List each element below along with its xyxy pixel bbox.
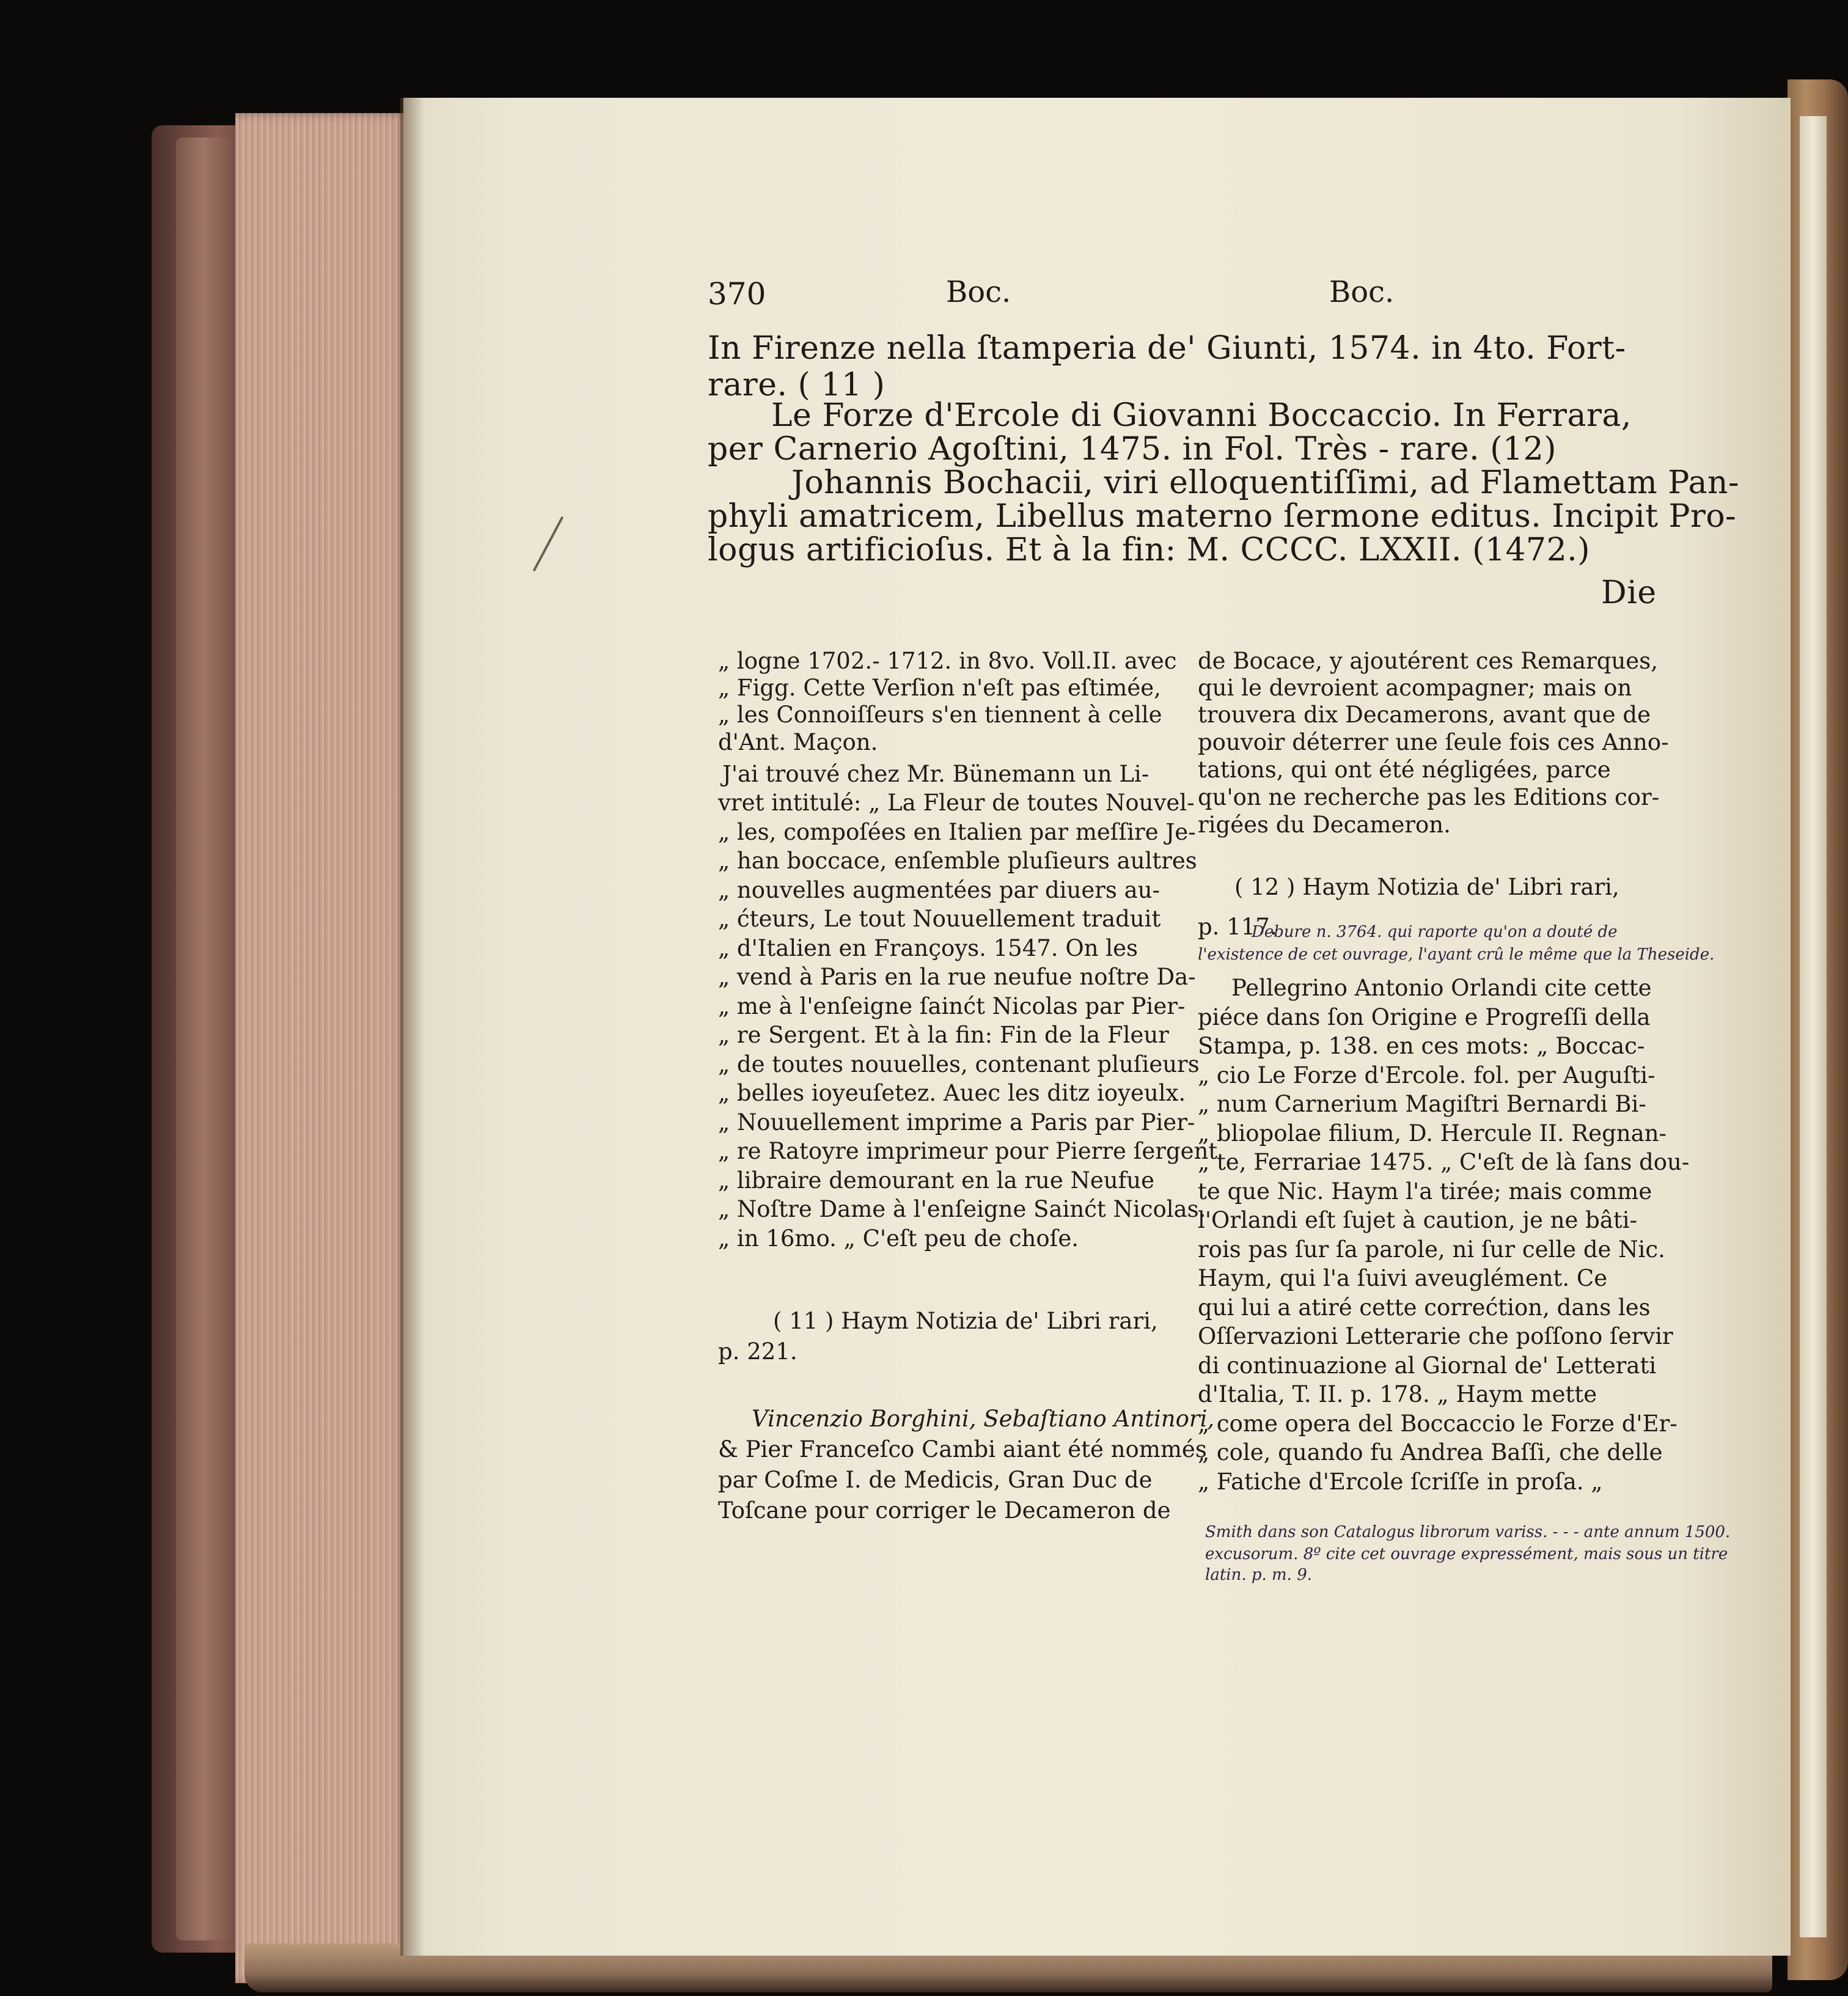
right-column-line: Pellegrino Antonio Orlandi cite cette — [1231, 975, 1652, 1001]
right-column-line: piéce dans ſon Origine e Progreſſi della — [1198, 1004, 1651, 1030]
top-text-line: Le Forze d'Ercole di Giovanni Boccaccio. In Ferrara, — [771, 397, 1632, 434]
right-column-line: „ cole, quando fu Andrea Baſſi, che delle — [1198, 1439, 1663, 1466]
right-column-line: di continuazione al Giornal de' Letterati — [1198, 1352, 1657, 1379]
left-column-line: „ libraire demourant en la rue Neufue — [718, 1167, 1155, 1194]
right-column-line: rois pas ſur ſa parole, ni ſur celle de Nic. — [1198, 1236, 1665, 1263]
footnote-11-page: p. 221. — [718, 1338, 798, 1365]
gutter-shadow — [400, 98, 425, 1956]
right-column-line: „ num Carnerium Magiſtri Bernardi Bi- — [1198, 1091, 1646, 1117]
page-number: 370 — [708, 276, 766, 312]
left-column-line: Toſcane pour corriger le Decameron de — [718, 1497, 1171, 1524]
right-column-line: Haym, qui l'a ſuivi aveuglément. Ce — [1198, 1265, 1608, 1291]
top-text-line: per Carnerio Agoſtini, 1475. in Fol. Très - rare. (12) — [708, 431, 1557, 468]
footnote-12: ( 12 ) Haym Notizia de' Libri rari, — [1234, 874, 1619, 900]
right-column-line: tations, qui ont été négligées, parce — [1198, 757, 1611, 783]
left-column-line: „ de toutes nouuelles, contenant pluſieurs — [718, 1051, 1200, 1077]
right-column-line: de Bocace, y ajoutérent ces Remarques, — [1198, 648, 1658, 674]
book-right-edge — [1788, 79, 1848, 1980]
right-column-line: pouvoir déterrer une ſeule fois ces Anno- — [1198, 729, 1669, 755]
left-column-line: „ re Ratoyre imprimeur pour Pierre ſergent — [718, 1138, 1218, 1164]
left-column-line: „ in 16mo. „ C'eſt peu de choſe. — [718, 1225, 1079, 1252]
right-column-line: „ bliopolae filium, D. Hercule II. Regnan- — [1198, 1120, 1667, 1147]
running-head-right: Boc. — [1329, 275, 1395, 309]
left-column-line: „ Noſtre Dame à l'enſeigne Sainćt Nicolas. — [718, 1196, 1206, 1222]
left-column-line: „ les Connoiſſeurs s'en tiennent à celle — [718, 702, 1162, 728]
right-column-line: Stampa, p. 138. en ces mots: „ Boccac- — [1198, 1033, 1645, 1059]
right-column-line: „ Fatiche d'Ercole ſcriſſe in proſa. „ — [1198, 1469, 1603, 1495]
right-column-line: l'Orlandi eſt ſujet à caution, je ne bâti- — [1198, 1207, 1638, 1233]
right-column-line: „ cio Le Forze d'Ercole. fol. per Auguſti- — [1198, 1062, 1656, 1088]
left-column-line: „ ćteurs, Le tout Nouuellement traduit — [718, 906, 1161, 932]
footnote-11: ( 11 ) Haym Notizia de' Libri rari, — [773, 1308, 1158, 1334]
right-column-line: qu'on ne recherche pas les Editions cor- — [1198, 784, 1660, 810]
facing-page-edge — [1800, 116, 1827, 1937]
left-column-line: „ vend à Paris en la rue neufue noſtre Da- — [718, 964, 1196, 990]
left-column-line: „ han boccace, enſemble pluſieurs aultres — [718, 848, 1197, 874]
top-text-line: In Firenze nella ſtamperia de' Giunti, 1574. in 4to. Fort- — [708, 330, 1626, 367]
left-column-line: „ Nouuellement imprime a Paris par Pier- — [718, 1109, 1195, 1136]
left-column-line: „ Figg. Cette Verſion n'eſt pas eſtimée, — [718, 675, 1161, 701]
catchword: Die — [1601, 574, 1657, 611]
left-column-line: „ belles ioyeuſetez. Auec les ditz ioyeulx. — [718, 1080, 1186, 1106]
left-column-line: „ nouvelles augmentées par diuers au- — [718, 877, 1160, 903]
left-column-line: „ me à l'enſeigne ſainćt Nicolas par Pier- — [718, 993, 1186, 1019]
left-column-line: Vincenzio Borghini, Sebaſtiano Antinori, — [752, 1406, 1215, 1432]
right-column-line: qui le devroient acompagner; mais on — [1198, 675, 1632, 701]
handwritten-note: latin. p. m. 9. — [1205, 1566, 1313, 1584]
left-column-line: par Coſme I. de Medicis, Gran Duc de — [718, 1467, 1153, 1493]
left-column-line: J'ai trouvé chez Mr. Bünemann un Li- — [722, 761, 1150, 787]
right-column-line: Oſſervazioni Letterarie che poſſono ſervir — [1198, 1323, 1673, 1349]
left-column-line: „ les, compoſées en Italien par meſſire Je- — [718, 819, 1196, 845]
handwritten-note: l'existence de cet ouvrage, l'ayant crû le même que la Theseide. — [1198, 945, 1715, 964]
left-column-line: & Pier Franceſco Cambi aiant été nommés — [718, 1436, 1207, 1462]
handwritten-note: Debure n. 3764. qui raporte qu'on a douté de — [1252, 923, 1618, 941]
right-column-line: qui lui a atiré cette correćtion, dans les — [1198, 1294, 1651, 1321]
top-text-line: rare. ( 11 ) — [708, 367, 886, 403]
running-head-left: Boc. — [946, 275, 1011, 309]
right-column-line: „ te, Ferrariae 1475. „ C'eſt de là ſans dou- — [1198, 1149, 1690, 1175]
right-column-line: „ come opera del Boccaccio le Forze d'Er- — [1198, 1411, 1678, 1437]
left-column-line: vret intitulé: „ La Fleur de toutes Nouvel- — [718, 790, 1195, 816]
handwritten-note: excusorum. 8º cite cet ouvrage expressément, mais sous un titre — [1205, 1545, 1728, 1563]
top-text-line: logus artificioſus. Et à la fin: M. CCCC. LXXII. (1472.) — [708, 532, 1591, 568]
left-column-line: d'Ant. Maçon. — [718, 729, 878, 755]
right-column-line: d'Italia, T. II. p. 178. „ Haym mette — [1198, 1381, 1597, 1407]
left-column-line: „ re Sergent. Et à la fin: Fin de la Fleur — [718, 1022, 1169, 1048]
right-column-line: rigées du Decameron. — [1198, 812, 1451, 838]
handwritten-note: Smith dans son Catalogus librorum variss. - - - ante annum 1500. — [1205, 1523, 1731, 1541]
left-column-line: „ logne 1702.- 1712. in 8vo. Voll.II. avec — [718, 648, 1177, 674]
cover-rim — [176, 138, 231, 1940]
top-text-line: Johannis Bochacii, viri elloquentiſſimi, ad Flamettam Pan- — [791, 464, 1740, 501]
left-column-line: „ d'Italien en Françoys. 1547. On les — [718, 935, 1138, 961]
footnote-12-page: p. 117. — [1198, 914, 1277, 940]
right-column-line: te que Nic. Haym l'a tirée; mais comme — [1198, 1178, 1652, 1205]
page-block-edge — [235, 113, 408, 1983]
right-column-line: trouvera dix Decamerons, avant que de — [1198, 702, 1651, 728]
top-text-line: phyli amatricem, Libellus materno ſermone editus. Incipit Pro- — [708, 498, 1737, 535]
